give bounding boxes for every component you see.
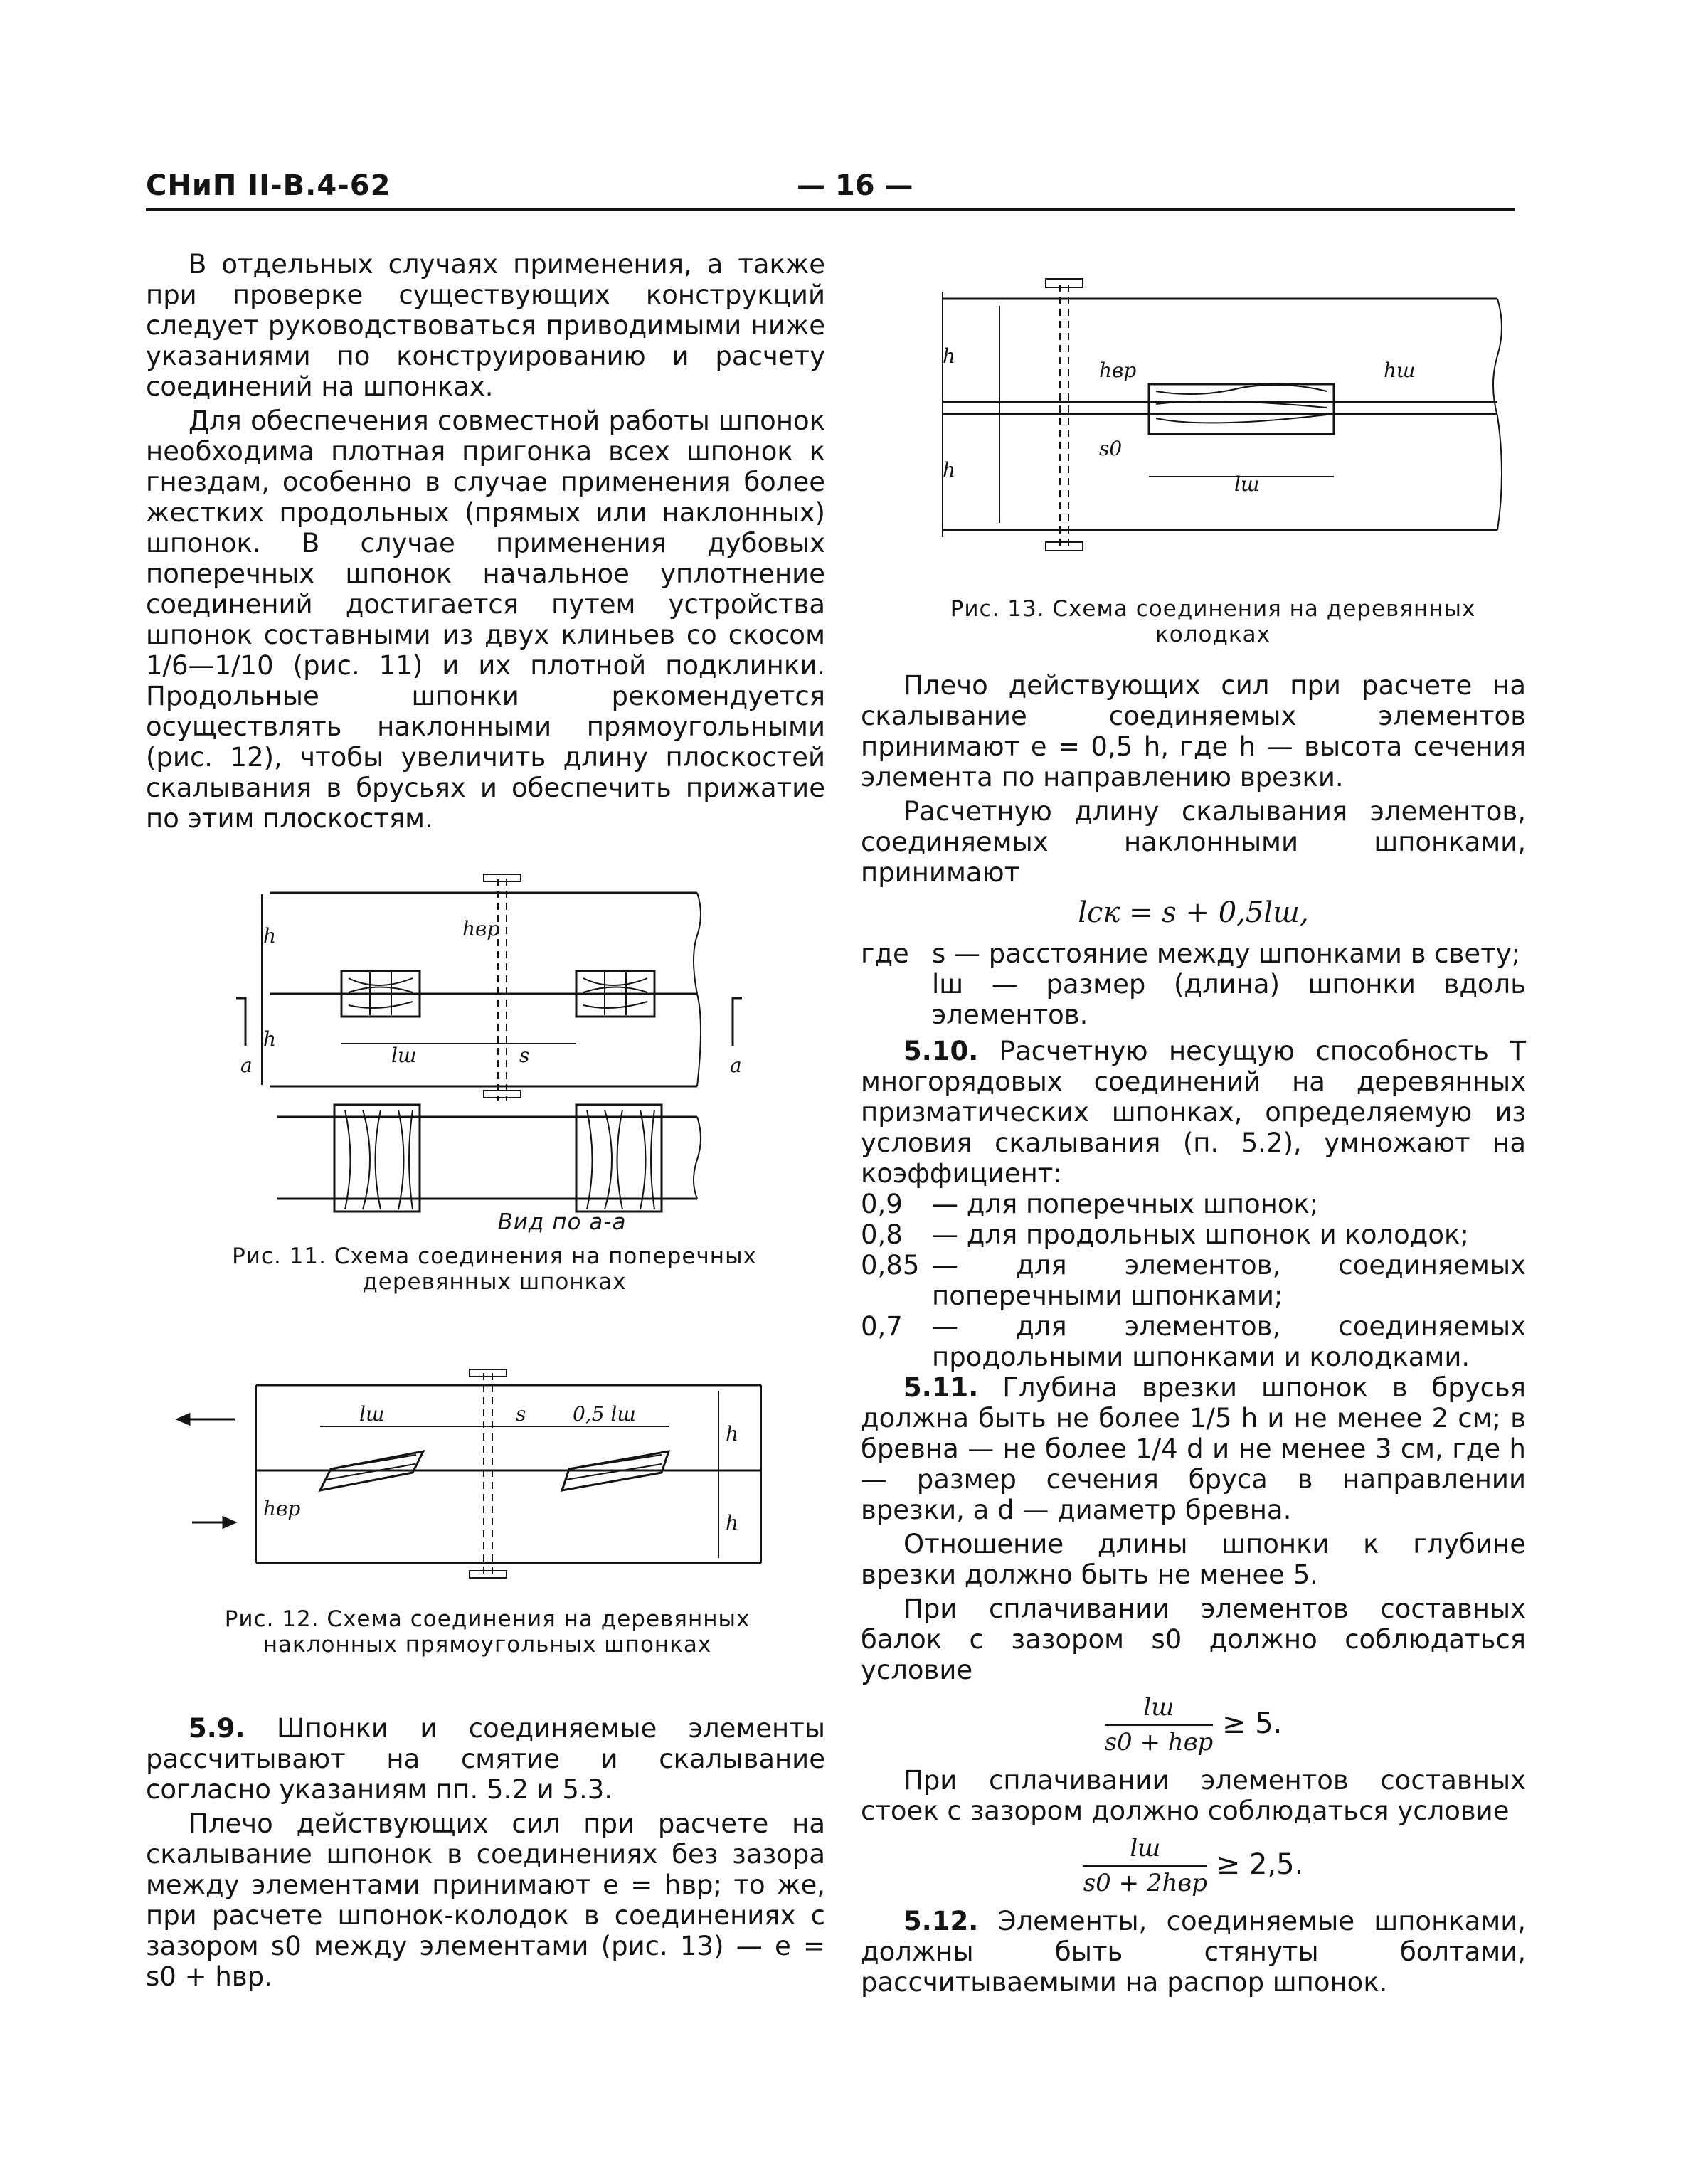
section-5-10-text: Расчетную несущую способность T многорядовых соединений на деревянных призматических шпонках, определяемую из условия скалывания (п. 5.2), умножают на коэффициент: bbox=[861, 1036, 1526, 1189]
coefficient-value: 0,7 bbox=[861, 1311, 903, 1342]
coefficient-description: — для элементов, соединяемых продольными шпонками и колодками. bbox=[932, 1311, 1526, 1372]
section-5-11-text: Глубина врезки шпонок в брусья должна быть не более 1/5 h и не менее 2 см; в бревна — не более 1/4 d и не менее 3 см, где h — размер сечения бруса в направлении врезки, а d — диаметр бревна. bbox=[861, 1372, 1526, 1525]
coefficient-list bbox=[861, 1189, 1526, 1372]
shear-length-formula: lск = s + 0,5lш, bbox=[1078, 896, 1309, 929]
label-half-lsh: 0,5 lш bbox=[573, 1402, 636, 1426]
figure-11-caption: Рис. 11. Схема соединения на поперечных деревянных шпонках bbox=[232, 1244, 757, 1295]
shoulder-paragraph-1: Плечо действующих сил при расчете на скалывание шпонок в соединениях без зазора между элементами принимают e = hвр; то же, при расчете шпонок-колодок в соединениях с зазором s0 между элементами (рис. 13) — e = s0 + hвр. bbox=[146, 1808, 825, 1992]
label-h-top: h bbox=[943, 344, 956, 368]
document-code: СНиП II-В.4-62 bbox=[146, 169, 391, 202]
figure-12-caption: Рис. 12. Схема соединения на деревянных наклонных прямоугольных шпонках bbox=[224, 1606, 751, 1658]
label-hvr: hвр bbox=[462, 917, 500, 940]
coefficient-description: — для поперечных шпонок; bbox=[932, 1189, 1319, 1219]
posts-condition bbox=[861, 1833, 1526, 1899]
coefficient-description: — для элементов, соединяемых поперечными шпонками; bbox=[932, 1250, 1526, 1311]
beams-paragraph: При сплачивании элементов составных балок с зазором s0 должно соблюдаться условие bbox=[861, 1594, 1526, 1685]
coefficient-value: 0,85 bbox=[861, 1250, 920, 1281]
fraction-numerator: lш bbox=[1083, 1833, 1207, 1867]
section-5-11 bbox=[861, 1372, 1526, 1525]
figure-11-drawing bbox=[242, 879, 783, 1213]
label-lsh: lш bbox=[391, 1044, 417, 1067]
label-h-top: h bbox=[726, 1422, 739, 1446]
label-a-left: а bbox=[240, 1054, 253, 1077]
beams-fraction bbox=[1105, 1692, 1214, 1758]
left-column-bottom bbox=[146, 1713, 825, 1992]
ratio-paragraph: Отношение длины шпонки к глубине врезки должно быть не менее 5. bbox=[861, 1529, 1526, 1590]
label-h-bottom: h bbox=[943, 458, 956, 482]
coefficient-row bbox=[861, 1250, 1526, 1311]
header-rule bbox=[146, 208, 1515, 211]
label-h-top: h bbox=[263, 924, 277, 948]
intro-paragraph: В отдельных случаях применения, а также при проверке существующих конструкций следует руководствоваться приводимыми ниже указаниями по конструированию и расчету соединений на шпонках. bbox=[146, 249, 825, 402]
posts-fraction bbox=[1083, 1833, 1207, 1899]
posts-paragraph: При сплачивании элементов составных стоек с зазором должно соблюдаться условие bbox=[861, 1765, 1526, 1826]
label-hvr: hвр bbox=[1099, 359, 1137, 382]
where-s-text: s — расстояние между шпонками в свету; bbox=[932, 938, 1521, 969]
shear-length-paragraph: Расчетную длину скалывания элементов, соединяемых наклонными шпонками, принимают bbox=[861, 796, 1526, 888]
posts-condition-rhs: ≥ 2,5. bbox=[1216, 1848, 1304, 1881]
fraction-numerator: lш bbox=[1105, 1692, 1214, 1726]
label-h-bottom: h bbox=[726, 1511, 739, 1534]
fraction-denominator: s0 + 2hвр bbox=[1083, 1869, 1207, 1897]
figure-12-drawing bbox=[178, 1369, 790, 1583]
where-lsh bbox=[861, 969, 1526, 1030]
label-hsh: hш bbox=[1384, 359, 1416, 382]
fraction-denominator: s0 + hвр bbox=[1104, 1728, 1214, 1756]
section-5-10 bbox=[861, 1036, 1526, 1189]
coefficient-value: 0,9 bbox=[861, 1189, 903, 1219]
page-number: — 16 — bbox=[797, 169, 913, 202]
label-s: s bbox=[516, 1402, 526, 1426]
fitting-paragraph: Для обеспечения совместной работы шпонок необходима плотная пригонка всех шпонок к гнездам, особенно в случае применения более жестких продольных (прямых или наклонных) шпонок. В случае применения дубовых поперечных шпонок начальное уплотнение соединений достигается путем устройства шпонок составными из двух клиньев со скосом 1/6—1/10 (рис. 11) и их плотной подклинки. Продольные шпонки рекомендуется осуществлять наклонными прямоугольными (рис. 12), чтобы увеличить длину плоскостей скалывания в брусьях и обеспечить прижатие по этим плоскостям. bbox=[146, 405, 825, 834]
section-5-12-number: 5.12. bbox=[903, 1906, 979, 1936]
section-5-12 bbox=[861, 1906, 1526, 1998]
label-s: s bbox=[519, 1044, 530, 1067]
section-5-9-text: Шпонки и соединяемые элементы рассчитывают на смятие и скалывание согласно указаниям пп. 5.2 и 5.3. bbox=[146, 1713, 825, 1805]
section-5-10-number: 5.10. bbox=[903, 1036, 979, 1066]
label-hvr: hвр bbox=[263, 1497, 301, 1520]
coefficient-row bbox=[861, 1189, 1526, 1219]
coefficient-row bbox=[861, 1219, 1526, 1250]
section-5-9-number: 5.9. bbox=[189, 1713, 245, 1744]
label-a-right: а bbox=[730, 1054, 742, 1077]
section-5-9 bbox=[146, 1713, 825, 1805]
figure-13-drawing bbox=[928, 277, 1533, 562]
figure-13-caption: Рис. 13. Схема соединения на деревянных колодках bbox=[950, 596, 1476, 647]
coefficient-row bbox=[861, 1311, 1526, 1372]
section-5-11-number: 5.11. bbox=[903, 1372, 979, 1403]
where-lsh-text: lш — размер (длина) шпонки вдоль элементов. bbox=[932, 969, 1526, 1030]
label-lsh: lш bbox=[359, 1402, 385, 1426]
block-key bbox=[1149, 384, 1334, 434]
right-column bbox=[861, 670, 1526, 1998]
coefficient-value: 0,8 bbox=[861, 1219, 903, 1250]
left-column-top bbox=[146, 249, 825, 834]
label-lsh: lш bbox=[1234, 472, 1260, 496]
label-h-bottom: h bbox=[263, 1027, 277, 1051]
beams-condition bbox=[861, 1692, 1526, 1758]
figure-11-view-label: Вид по а-а bbox=[497, 1209, 627, 1235]
section-5-12-text: Элементы, соединяемые шпонками, должны быть стянуты болтами, рассчитываемыми на распор шпонок. bbox=[861, 1906, 1527, 1998]
where-word: где bbox=[861, 938, 909, 969]
label-s0: s0 bbox=[1099, 437, 1123, 460]
shoulder-paragraph-2: Плечо действующих сил при расчете на скалывание соединяемых элементов принимают e = 0,5 h, где h — высота сечения элемента по направлению врезки. bbox=[861, 670, 1526, 793]
where-s bbox=[861, 938, 1526, 969]
beams-condition-rhs: ≥ 5. bbox=[1221, 1707, 1283, 1740]
coefficient-description: — для продольных шпонок и колодок; bbox=[932, 1219, 1469, 1250]
